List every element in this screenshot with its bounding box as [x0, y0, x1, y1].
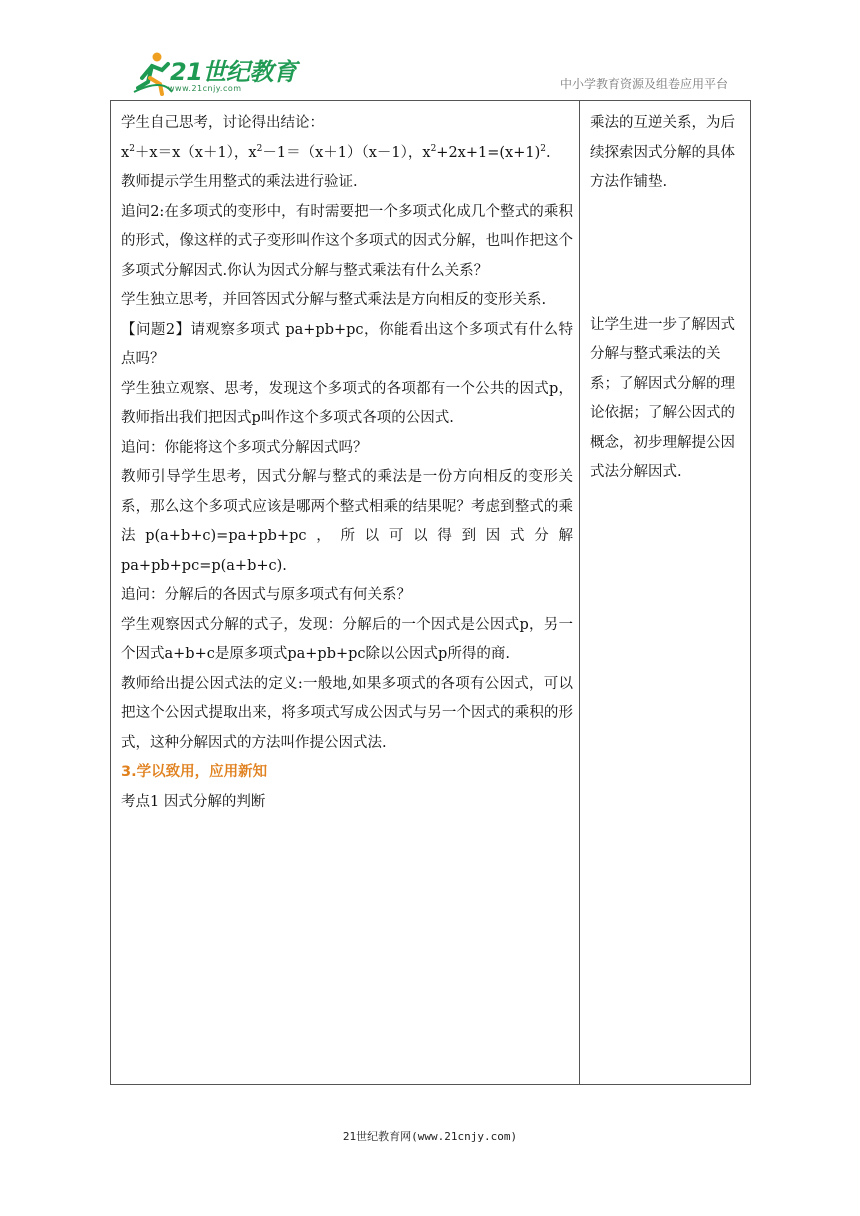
- logo-url: www.21cnjy.com: [168, 84, 242, 93]
- page-footer: 21世纪教育网(www.21cnjy.com): [342, 1130, 518, 1143]
- table-row: [111, 101, 751, 1085]
- page-header: [0, 0, 860, 100]
- equation-line: $x^2+x=x(x+1)$，$x^2-1=(x+1)(x-1)$，$x^2+2x+1=(x+1)^2$.: [121, 143, 551, 161]
- paragraph-definition: 教师给出提公因式法的定义:一般地,如果多项式的各项有公因式，可以把这个公因式提取出来，将多项式写成公因式与另一个因式的乘积的形式，这种分解因式的方法叫作提公因式法.: [121, 675, 573, 751]
- paragraph-followup-relation: 追问：分解后的各因式与原多项式有何关系？: [121, 587, 411, 603]
- paragraph-observe: 学生独立观察、思考，发现这个多项式的各项都有一个公共的因式p，教师指出我们把因式p叫作这个多项式各项的公因式.: [121, 380, 573, 426]
- logo-title: 21世纪教育: [170, 58, 297, 86]
- header-tagline: 中小学教育资源及组卷应用平台: [559, 77, 728, 91]
- paragraph-followup-factor: 追问：你能将这个多项式分解因式吗？: [121, 439, 368, 456]
- paragraph-verify: 教师提示学生用整式的乘法进行验证.: [121, 174, 358, 190]
- design-intent-cell: [580, 101, 751, 1085]
- paragraph-student-observe: 学生观察因式分解的式子，发现：分解后的一个因式是公因式p，另一个因式a+b+c是原多项式pa+pb+pc除以公因式p所得的商.: [121, 616, 573, 662]
- paragraph-student-answer: 学生独立思考，并回答因式分解与整式乘法是方向相反的变形关系.: [121, 292, 547, 308]
- paragraph-teacher-guide: 教师引导学生思考，因式分解与整式的乘法是一份方向相反的变形关系，那么这个多项式应该是哪两个整式相乘的结果呢？考虑到整式的乘法p(a+b+c)=pa+pb+pc，所以可以得到因式分解 pa+pb+pc=p(a+b+c).: [121, 469, 573, 574]
- paragraph-topic-1: 考点1 因式分解的判断: [121, 793, 266, 810]
- intent-note-1: 乘法的互逆关系，为后续探索因式分解的具体方法作铺垫.: [590, 115, 735, 190]
- paragraph-followup-2: 追问2:在多项式的变形中，有时需要把一个多项式化成几个整式的乘积的形式，像这样的式子变形叫作这个多项式的因式分解，也叫作把这个多项式分解因式.你认为因式分解与整式乘法有什么关系？: [121, 203, 573, 279]
- section-heading: 3.学以致用，应用新知: [121, 764, 268, 780]
- activity-cell: [111, 101, 580, 1085]
- lesson-table: [110, 100, 751, 1085]
- intent-note-2: 让学生进一步了解因式分解与整式乘法的关系；了解因式分解的理论依据；了解公因式的概念，初步理解提公因式法分解因式.: [590, 316, 735, 480]
- paragraph-conclusion: 学生自己思考，讨论得出结论：: [121, 115, 324, 131]
- paragraph-question-2: 【问题2】请观察多项式 pa+pb+pc，你能看出这个多项式有什么特点吗？: [121, 321, 573, 367]
